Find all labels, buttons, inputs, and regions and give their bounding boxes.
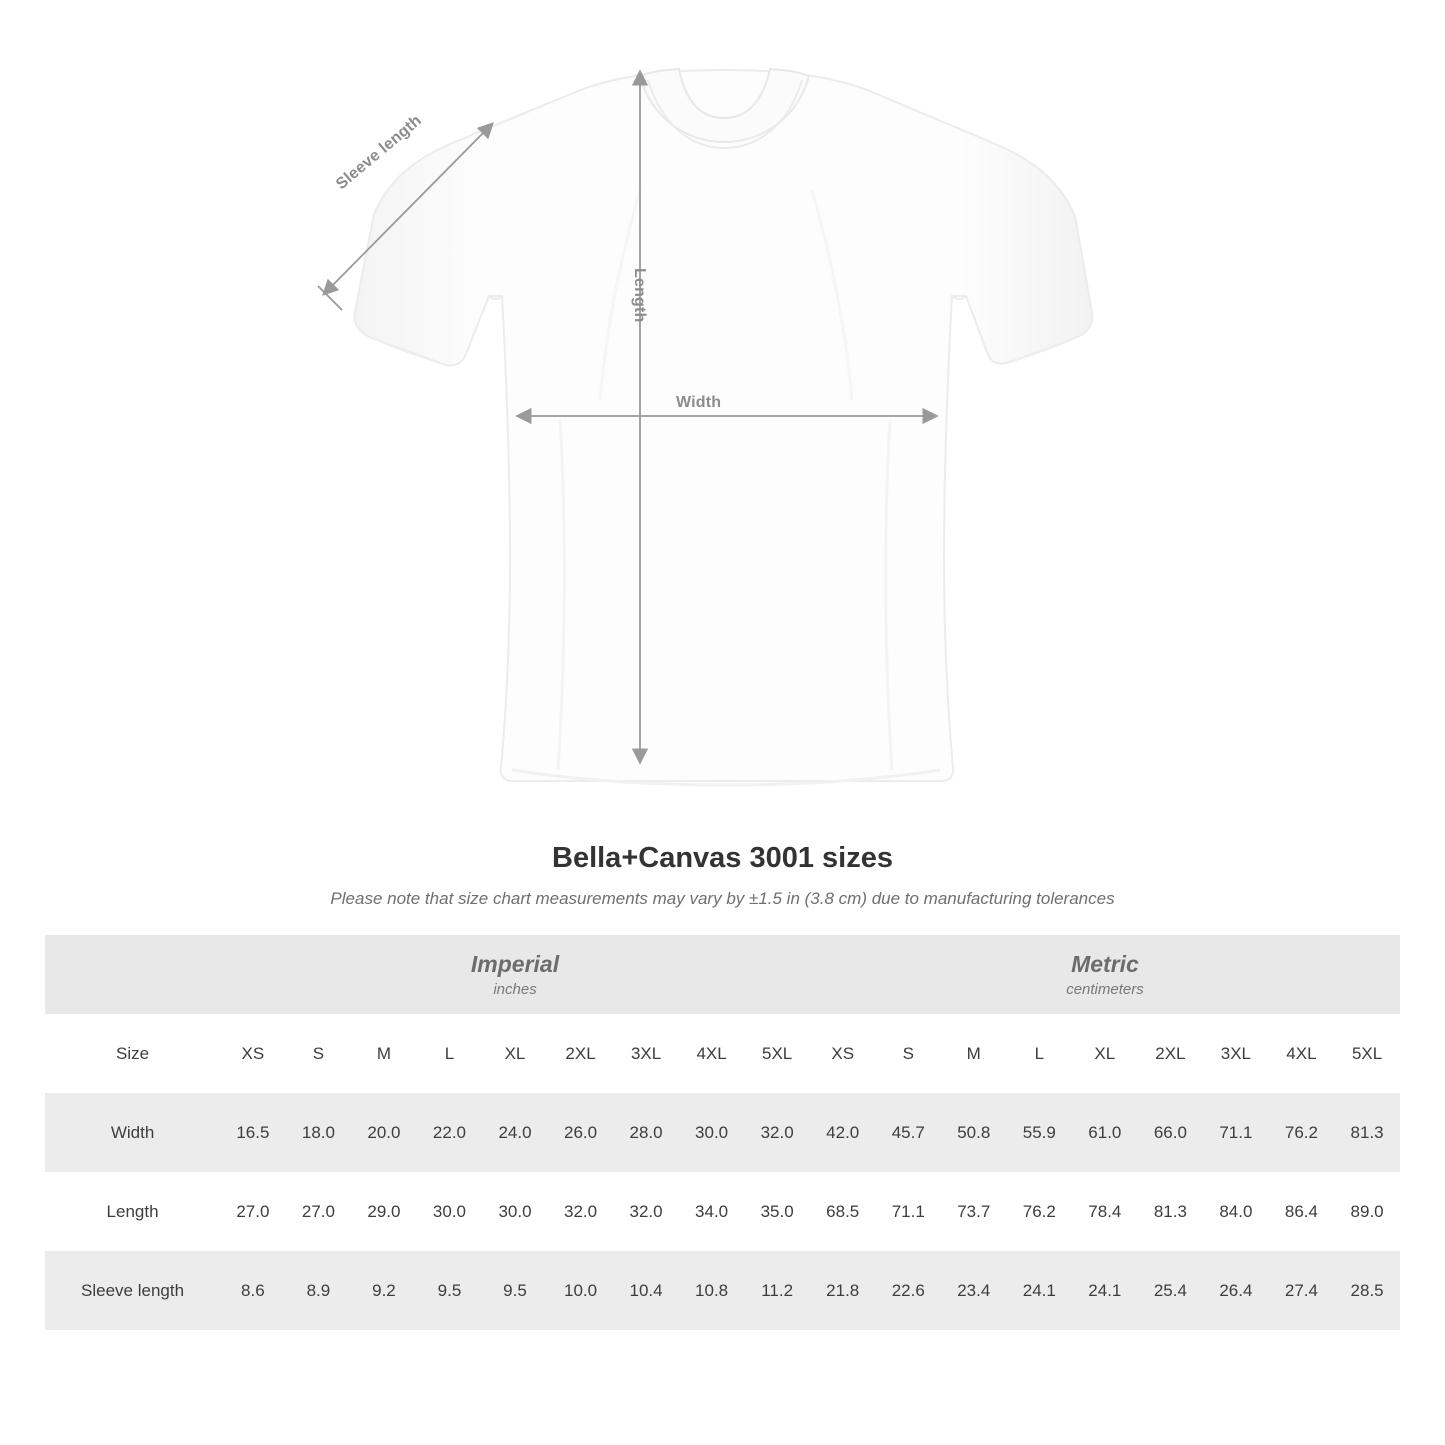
- unit-name-metric: Metric: [1071, 951, 1139, 978]
- cell-sleeve-met-8: 28.5: [1334, 1251, 1400, 1330]
- cell-sleeve-imp-3: 9.5: [417, 1251, 483, 1330]
- cell-sleeve-met-6: 26.4: [1203, 1251, 1269, 1330]
- cell-length-met-2: 73.7: [941, 1172, 1007, 1251]
- size-table-wrapper: [45, 935, 1400, 1330]
- cell-length-met-7: 86.4: [1269, 1172, 1335, 1251]
- unit-name-imperial: Imperial: [470, 951, 560, 978]
- size-header-met-6: 3XL: [1203, 1014, 1269, 1093]
- cell-width-met-0: 42.0: [810, 1093, 876, 1172]
- cell-width-imp-8: 32.0: [744, 1093, 810, 1172]
- row-label-sleeve-length: Sleeve length: [45, 1251, 220, 1330]
- size-header-imp-1: S: [286, 1014, 352, 1093]
- cell-length-met-4: 78.4: [1072, 1172, 1138, 1251]
- cell-length-imp-0: 27.0: [220, 1172, 286, 1251]
- size-header-met-5: 2XL: [1138, 1014, 1204, 1093]
- width-label: Width: [676, 394, 722, 411]
- cell-sleeve-imp-4: 9.5: [482, 1251, 548, 1330]
- cell-length-imp-6: 32.0: [613, 1172, 679, 1251]
- cell-sleeve-met-2: 23.4: [941, 1251, 1007, 1330]
- cell-width-imp-6: 28.0: [613, 1093, 679, 1172]
- cell-length-imp-1: 27.0: [286, 1172, 352, 1251]
- cell-length-imp-3: 30.0: [417, 1172, 483, 1251]
- size-header-imp-5: 2XL: [548, 1014, 614, 1093]
- size-header-imp-2: M: [351, 1014, 417, 1093]
- chart-heading: [0, 842, 1445, 909]
- size-header-met-3: L: [1007, 1014, 1073, 1093]
- cell-sleeve-imp-6: 10.4: [613, 1251, 679, 1330]
- cell-width-imp-1: 18.0: [286, 1093, 352, 1172]
- cell-width-met-1: 45.7: [875, 1093, 941, 1172]
- size-header-met-2: M: [941, 1014, 1007, 1093]
- cell-sleeve-imp-7: 10.8: [679, 1251, 745, 1330]
- cell-length-imp-2: 29.0: [351, 1172, 417, 1251]
- cell-width-met-2: 50.8: [941, 1093, 1007, 1172]
- unit-sub-metric: centimeters: [1066, 980, 1144, 998]
- unit-header-imperial: [220, 935, 810, 1014]
- cell-length-met-8: 89.0: [1334, 1172, 1400, 1251]
- cell-sleeve-met-3: 24.1: [1007, 1251, 1073, 1330]
- size-header-met-0: XS: [810, 1014, 876, 1093]
- size-header-imp-3: L: [417, 1014, 483, 1093]
- cell-length-imp-7: 34.0: [679, 1172, 745, 1251]
- cell-width-met-7: 76.2: [1269, 1093, 1335, 1172]
- cell-length-met-1: 71.1: [875, 1172, 941, 1251]
- cell-length-met-3: 76.2: [1007, 1172, 1073, 1251]
- size-header-imp-6: 3XL: [613, 1014, 679, 1093]
- cell-length-imp-5: 32.0: [548, 1172, 614, 1251]
- cell-sleeve-imp-8: 11.2: [744, 1251, 810, 1330]
- cell-width-imp-2: 20.0: [351, 1093, 417, 1172]
- cell-width-imp-4: 24.0: [482, 1093, 548, 1172]
- size-header-row: [45, 1014, 1400, 1093]
- unit-header-row: [45, 935, 1400, 1014]
- cell-sleeve-met-1: 22.6: [875, 1251, 941, 1330]
- cell-width-met-4: 61.0: [1072, 1093, 1138, 1172]
- cell-width-met-8: 81.3: [1334, 1093, 1400, 1172]
- cell-length-met-5: 81.3: [1138, 1172, 1204, 1251]
- size-header-met-7: 4XL: [1269, 1014, 1335, 1093]
- size-header-imp-4: XL: [482, 1014, 548, 1093]
- cell-sleeve-imp-2: 9.2: [351, 1251, 417, 1330]
- unit-header-metric: [810, 935, 1400, 1014]
- cell-length-met-6: 84.0: [1203, 1172, 1269, 1251]
- tolerance-note: Please note that size chart measurements may vary by ±1.5 in (3.8 cm) due to manufacturing tolerances: [330, 889, 1115, 908]
- cell-length-imp-8: 35.0: [744, 1172, 810, 1251]
- size-header-met-4: XL: [1072, 1014, 1138, 1093]
- cell-sleeve-imp-5: 10.0: [548, 1251, 614, 1330]
- cell-width-met-5: 66.0: [1138, 1093, 1204, 1172]
- length-label: Length: [631, 268, 648, 323]
- size-header-met-1: S: [875, 1014, 941, 1093]
- row-label-length: Length: [45, 1172, 220, 1251]
- unit-header-spacer: [45, 935, 220, 1014]
- cell-width-imp-0: 16.5: [220, 1093, 286, 1172]
- cell-length-met-0: 68.5: [810, 1172, 876, 1251]
- cell-width-met-6: 71.1: [1203, 1093, 1269, 1172]
- table-row: [45, 1172, 1400, 1251]
- cell-length-imp-4: 30.0: [482, 1172, 548, 1251]
- row-label-width: Width: [45, 1093, 220, 1172]
- size-header-imp-0: XS: [220, 1014, 286, 1093]
- size-header-imp-8: 5XL: [744, 1014, 810, 1093]
- page-title: Bella+Canvas 3001 sizes: [552, 842, 893, 874]
- cell-sleeve-met-7: 27.4: [1269, 1251, 1335, 1330]
- cell-sleeve-imp-0: 8.6: [220, 1251, 286, 1330]
- row-label-size: Size: [45, 1014, 220, 1093]
- table-row: [45, 1251, 1400, 1330]
- cell-width-met-3: 55.9: [1007, 1093, 1073, 1172]
- cell-width-imp-5: 26.0: [548, 1093, 614, 1172]
- cell-sleeve-met-0: 21.8: [810, 1251, 876, 1330]
- shirt-shape: [355, 69, 1093, 785]
- cell-width-imp-7: 30.0: [679, 1093, 745, 1172]
- unit-sub-imperial: inches: [493, 980, 537, 998]
- cell-sleeve-met-5: 25.4: [1138, 1251, 1204, 1330]
- cell-sleeve-met-4: 24.1: [1072, 1251, 1138, 1330]
- size-header-imp-7: 4XL: [679, 1014, 745, 1093]
- sleeve-length-label: Sleeve length: [333, 112, 425, 194]
- size-header-met-8: 5XL: [1334, 1014, 1400, 1093]
- cell-sleeve-imp-1: 8.9: [286, 1251, 352, 1330]
- cell-width-imp-3: 22.0: [417, 1093, 483, 1172]
- table-row: [45, 1093, 1400, 1172]
- size-table: [45, 935, 1400, 1330]
